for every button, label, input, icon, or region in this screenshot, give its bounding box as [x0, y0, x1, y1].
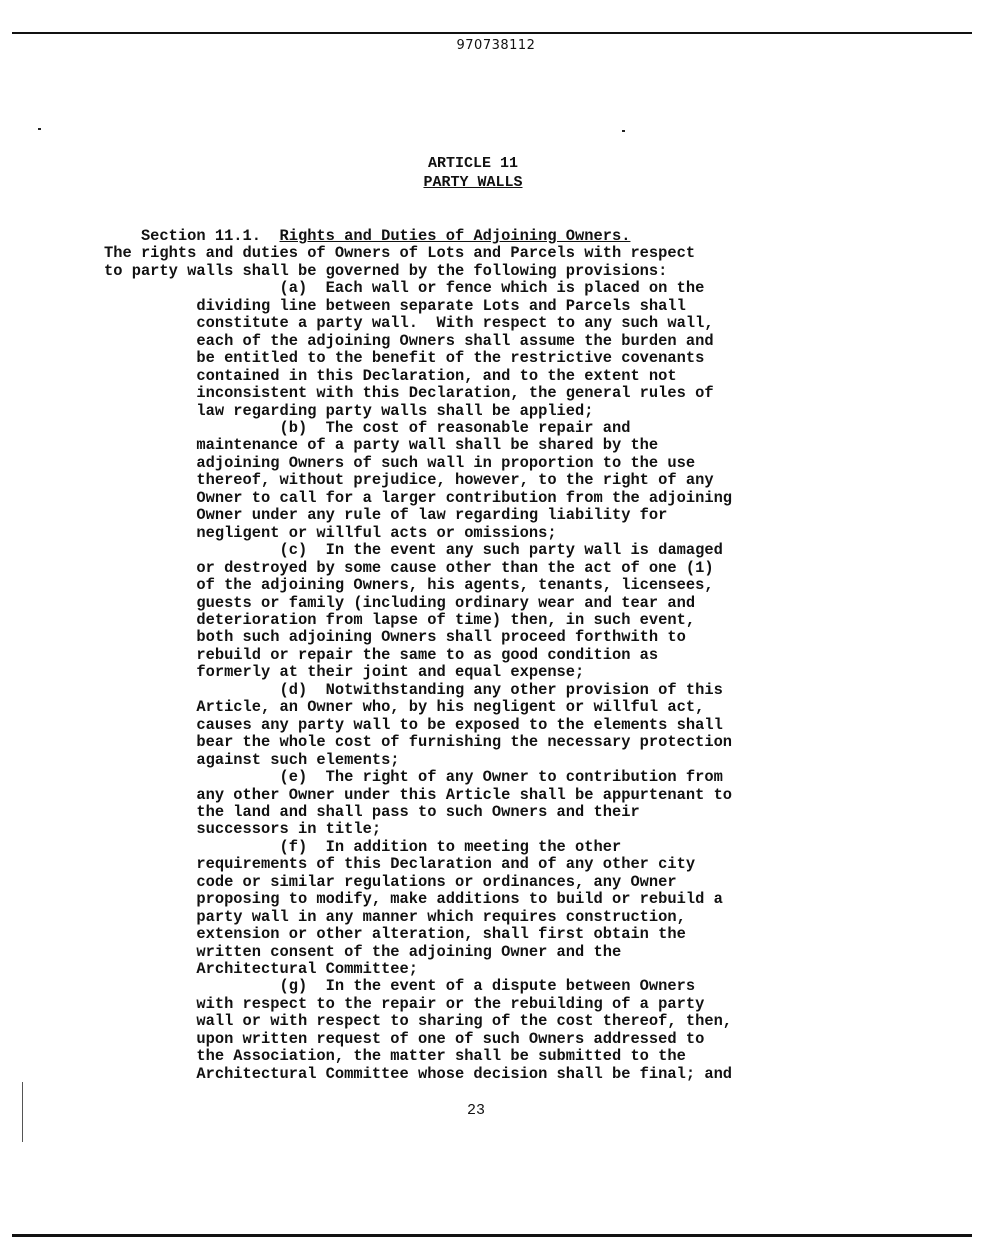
- text-line: contained in this Declaration, and to the extent not: [104, 366, 677, 385]
- text-line: or destroyed by some cause other than the act of one (1): [104, 558, 714, 577]
- text-line: dividing line between separate Lots and Parcels shall: [104, 296, 686, 315]
- text-line: Owner to call for a larger contribution from the adjoining: [104, 488, 733, 507]
- text-line: negligent or willful acts or omissions;: [104, 523, 557, 542]
- text-line: law regarding party walls shall be applied;: [104, 401, 594, 420]
- text-line: causes any party wall to be exposed to the elements shall: [104, 715, 723, 734]
- text-line: The rights and duties of Owners of Lots and Parcels with respect: [104, 244, 696, 263]
- scan-speck: [38, 128, 41, 130]
- text-line: of the adjoining Owners, his agents, tenants, licensees,: [104, 576, 714, 595]
- text-line: against such elements;: [104, 750, 400, 769]
- article-title-text: PARTY WALLS: [423, 174, 523, 191]
- text-line: proposing to modify, make additions to build or rebuild a: [104, 890, 723, 909]
- text-line: deterioration from lapse of time) then, in such event,: [104, 610, 696, 629]
- section-intro-prefix: Section 11.1.: [104, 227, 280, 245]
- text-line: Article, an Owner who, by his negligent or willful act,: [104, 698, 705, 717]
- text-line: wall or with respect to sharing of the cost thereof, then,: [104, 1012, 733, 1031]
- text-line: adjoining Owners of such wall in proportion to the use: [104, 453, 696, 472]
- text-line: requirements of this Declaration and of any other city: [104, 855, 696, 874]
- section-heading: Rights and Duties of Adjoining Owners.: [279, 227, 631, 245]
- text-line: (b) The cost of reasonable repair and: [104, 418, 631, 437]
- text-line: formerly at their joint and equal expense;: [104, 663, 585, 682]
- document-id: 970738112: [456, 38, 536, 53]
- text-line: extension or other alteration, shall first obtain the: [104, 925, 686, 944]
- text-line: the Association, the matter shall be submitted to the: [104, 1047, 686, 1066]
- text-line: bear the whole cost of furnishing the necessary protection: [104, 733, 733, 752]
- text-line: be entitled to the benefit of the restrictive covenants: [104, 349, 705, 368]
- text-line: constitute a party wall. With respect to any such wall,: [104, 314, 714, 333]
- text-line: rebuild or repair the same to as good condition as: [104, 645, 659, 664]
- text-line: Architectural Committee whose decision shall be final; and: [104, 1064, 733, 1083]
- text-line: party wall in any manner which requires construction,: [104, 907, 686, 926]
- text-line: both such adjoining Owners shall proceed forthwith to: [104, 628, 686, 647]
- text-line: upon written request of one of such Owners addressed to: [104, 1029, 705, 1048]
- text-line: (e) The right of any Owner to contribution from: [104, 768, 723, 787]
- section-body: [104, 228, 864, 1083]
- text-line: (g) In the event of a dispute between Owners: [104, 977, 696, 996]
- article-title: [0, 174, 946, 192]
- text-line: (d) Notwithstanding any other provision of this: [104, 680, 723, 699]
- text-line: any other Owner under this Article shall be appurtenant to: [104, 785, 733, 804]
- text-line: the land and shall pass to such Owners and their: [104, 802, 640, 821]
- text-line: (c) In the event any such party wall is damaged: [104, 541, 723, 560]
- page-number: 23: [466, 1102, 485, 1119]
- text-line: (f) In addition to meeting the other: [104, 837, 622, 856]
- text-line: successors in title;: [104, 820, 382, 839]
- top-rule: [12, 32, 972, 34]
- text-line: (a) Each wall or fence which is placed on the: [104, 279, 705, 298]
- margin-mark: [22, 1082, 25, 1142]
- bottom-rule: [12, 1234, 972, 1237]
- article-number: ARTICLE 11: [427, 155, 518, 172]
- text-line: maintenance of a party wall shall be shared by the: [104, 436, 659, 455]
- text-line: thereof, without prejudice, however, to the right of any: [104, 471, 714, 490]
- text-line: to party walls shall be governed by the following provisions:: [104, 261, 668, 280]
- text-line: guests or family (including ordinary wear and tear and: [104, 593, 696, 612]
- scan-speck: [622, 130, 625, 132]
- text-line: each of the adjoining Owners shall assume the burden and: [104, 331, 714, 350]
- text-line: code or similar regulations or ordinances, any Owner: [104, 872, 677, 891]
- text-line: Architectural Committee;: [104, 960, 419, 979]
- text-line: Owner under any rule of law regarding liability for: [104, 506, 668, 525]
- text-line: with respect to the repair or the rebuilding of a party: [104, 994, 705, 1013]
- text-line: inconsistent with this Declaration, the general rules of: [104, 384, 714, 403]
- text-line: written consent of the adjoining Owner and the: [104, 942, 622, 961]
